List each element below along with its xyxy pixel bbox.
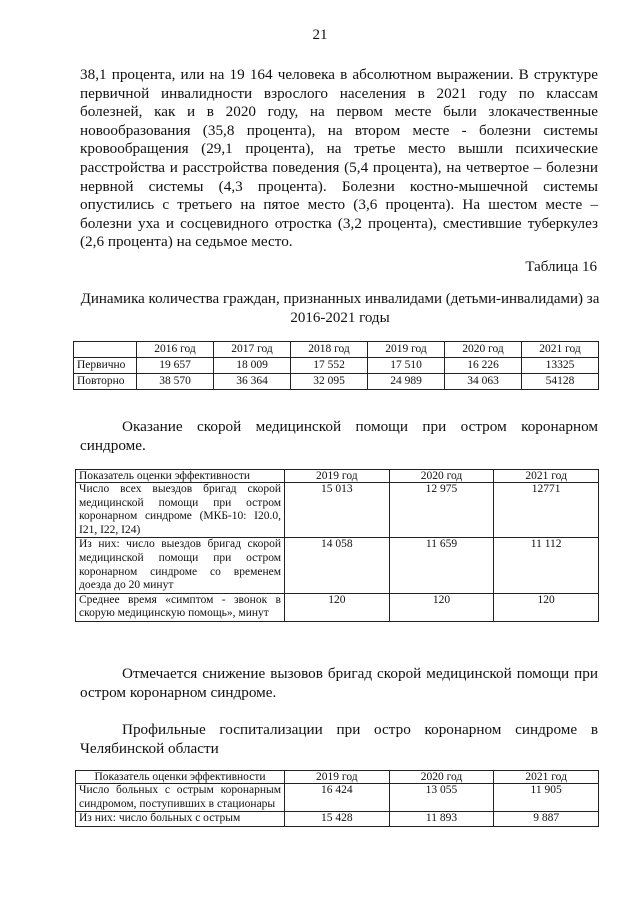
ambulance-table-cell: 12771 bbox=[494, 483, 599, 538]
hospitalization-table-row bbox=[76, 812, 599, 827]
hospitalization-table-cell: 13 055 bbox=[389, 784, 494, 812]
hospitalization-table-year-header: 2020 год bbox=[389, 771, 494, 784]
table-16-title: Динамика количества граждан, признанных инвалидами (детьми-инвалидами) за 2016-2021 годы bbox=[80, 291, 600, 326]
intro-paragraph: 38,1 процента, или на 19 164 человека в абсолютном выражении. В структуре первичной инвалидности взрослого населения в 2021 году по классам болезней, как и в 2020 году, на первом месте были злокачественные новообразования (35,8 процента), на втором месте - болезни системы кровообращения (29,1 процента), на третье место вышли психические расстройства и расстройства поведения (5,4 процента), на четвертое – болезни нервной системы (4,3 процента). Болезни костно-мышечной системы опустились с третьего на пятое место (3,6 процента). На шестом месте – болезни уха и сосцевидного отростка (3,2 процента), сместившие туберкулез (2,6 процента) на седьмое место. bbox=[80, 66, 598, 251]
table-16-row-primary bbox=[74, 358, 599, 374]
ambulance-table bbox=[75, 469, 599, 622]
ambulance-table-year-header: 2019 год bbox=[285, 470, 390, 483]
table-16-label: Таблица 16 bbox=[525, 259, 597, 275]
ambulance-table-cell: 11 659 bbox=[389, 538, 494, 593]
hospitalization-table-cell: 11 905 bbox=[494, 784, 599, 812]
table-16-row-label: Первично bbox=[74, 358, 137, 374]
ambulance-table-cell: 120 bbox=[494, 593, 599, 621]
ambulance-table-header-row bbox=[76, 470, 599, 483]
table-16-corner-cell bbox=[74, 342, 137, 358]
table-16-year-header: 2017 год bbox=[214, 342, 291, 358]
ambulance-table-cell: 15 013 bbox=[285, 483, 390, 538]
ambulance-table-metric: Число всех выездов бригад скорой медицинской помощи при остром коронарном синдроме (МКБ-10: I20.0, I21, I22, I24) bbox=[76, 483, 285, 538]
table-16-cell: 18 009 bbox=[214, 358, 291, 374]
ambulance-table-cell: 120 bbox=[389, 593, 494, 621]
ambulance-table-year-header: 2020 год bbox=[389, 470, 494, 483]
hospitalization-table-header-row bbox=[76, 771, 599, 784]
table-16-year-header: 2018 год bbox=[291, 342, 368, 358]
ambulance-table-row bbox=[76, 593, 599, 621]
ambulance-table-metric-header: Показатель оценки эффективности bbox=[76, 470, 285, 483]
table-16-year-header: 2019 год bbox=[368, 342, 445, 358]
table-16-cell: 36 364 bbox=[214, 374, 291, 390]
hospitalization-table-cell: 15 428 bbox=[285, 812, 390, 827]
table-16-cell: 19 657 bbox=[137, 358, 214, 374]
table-16-cell: 34 063 bbox=[445, 374, 522, 390]
table-16 bbox=[73, 341, 599, 390]
hospitalization-table-metric: Число больных с острым коронарным синдромом, поступивших в стационары bbox=[76, 784, 285, 812]
hospitalization-table-metric-header: Показатель оценки эффективности bbox=[76, 771, 285, 784]
table-16-cell: 24 989 bbox=[368, 374, 445, 390]
hospitalization-table-cell: 9 887 bbox=[494, 812, 599, 827]
table-16-cell: 17 510 bbox=[368, 358, 445, 374]
ambulance-table-row bbox=[76, 483, 599, 538]
table-16-year-header: 2021 год bbox=[522, 342, 599, 358]
hospitalization-table-year-header: 2021 год bbox=[494, 771, 599, 784]
ambulance-table-year-header: 2021 год bbox=[494, 470, 599, 483]
hospitalization-table-year-header: 2019 год bbox=[285, 771, 390, 784]
hospitalization-table-metric: Из них: число больных с острым bbox=[76, 812, 285, 827]
ambulance-table-cell: 11 112 bbox=[494, 538, 599, 593]
hospitalization-table-cell: 16 424 bbox=[285, 784, 390, 812]
table-16-cell: 38 570 bbox=[137, 374, 214, 390]
ambulance-conclusion: Отмечается снижение вызовов бригад скорой медицинской помощи при остром коронарном синдроме. bbox=[80, 665, 598, 701]
hospitalization-table bbox=[75, 770, 599, 827]
table-16-cell: 13325 bbox=[522, 358, 599, 374]
ambulance-table-cell: 120 bbox=[285, 593, 390, 621]
table-16-row-repeat bbox=[74, 374, 599, 390]
ambulance-table-metric: Из них: число выездов бригад скорой медицинской помощи при остром коронарном синдроме со временем доезда до 20 минут bbox=[76, 538, 285, 593]
ambulance-table-metric: Среднее время «симптом - звонок в скорую медицинскую помощь», минут bbox=[76, 593, 285, 621]
ambulance-table-row bbox=[76, 538, 599, 593]
hospitalization-table-cell: 11 893 bbox=[389, 812, 494, 827]
table-16-header-row bbox=[74, 342, 599, 358]
table-16-year-header: 2016 год bbox=[137, 342, 214, 358]
page-number: 21 bbox=[312, 27, 328, 43]
hospitalization-table-row bbox=[76, 784, 599, 812]
table-16-cell: 16 226 bbox=[445, 358, 522, 374]
table-16-cell: 17 552 bbox=[291, 358, 368, 374]
hospitalization-section-heading: Профильные госпитализации при остро коронарном синдроме в Челябинской области bbox=[80, 721, 598, 757]
ambulance-table-cell: 12 975 bbox=[389, 483, 494, 538]
table-16-cell: 54128 bbox=[522, 374, 599, 390]
ambulance-table-cell: 14 058 bbox=[285, 538, 390, 593]
table-16-row-label: Повторно bbox=[74, 374, 137, 390]
table-16-cell: 32 095 bbox=[291, 374, 368, 390]
table-16-year-header: 2020 год bbox=[445, 342, 522, 358]
ambulance-section-heading: Оказание скорой медицинской помощи при остром коронарном синдроме. bbox=[80, 418, 598, 454]
